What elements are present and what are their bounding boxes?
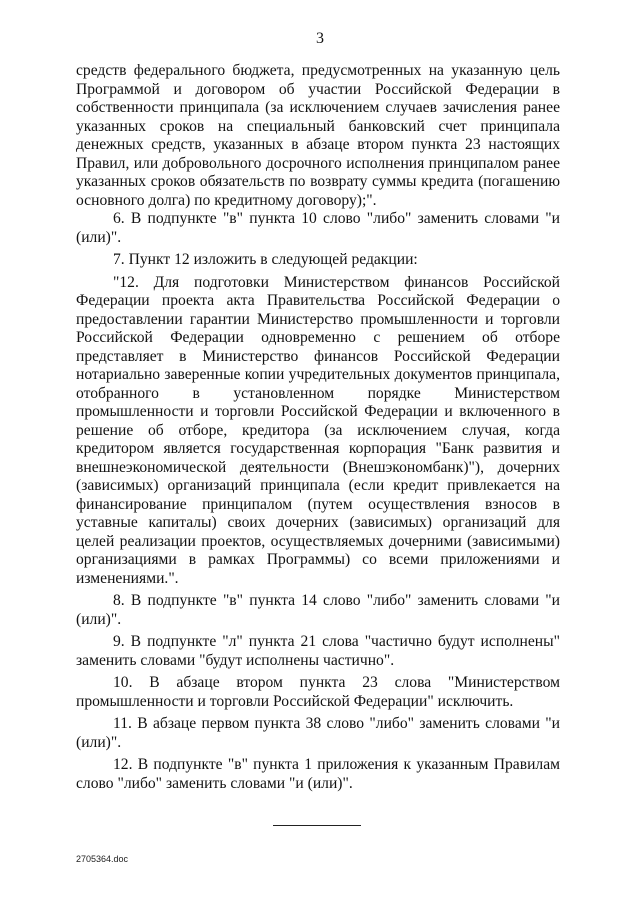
end-separator-line — [273, 825, 361, 826]
paragraph-item-9: 9. В подпункте "л" пункта 21 слова "частично будут исполнены" заменить словами "будут исполнены частично". — [76, 633, 560, 669]
paragraph-item-7: 7. Пункт 12 изложить в следующей редакции: — [113, 251, 418, 268]
paragraph-item-8: 8. В подпункте "в" пункта 14 слово "либо" заменить словами "и (или)". — [76, 592, 560, 628]
paragraph-item-6: 6. В подпункте "в" пункта 10 слово "либо" заменить словами "и (или)". — [76, 210, 560, 246]
document-body — [76, 62, 560, 797]
paragraph-continuation: средств федерального бюджета, предусмотренных на указанную цель Программой и договором об участии Российской Федерации в собственности принципала (за исключением случаев зачисления ранее указанных сроков на специальный банковский счет принципала денежных средств, указанных в абзаце втором пункта 23 настоящих Правил, или добровольного досрочного исполнения принципалом ранее указанных сроков обязательств по возврату суммы кредита (погашению основного долга) по кредитному договору);". — [76, 62, 560, 209]
paragraph-item-10: 10. В абзаце втором пункта 23 слова "Министерством промышленности и торговли Российской Федерации" исключить. — [76, 674, 560, 710]
paragraph-item-12-new-text: "12. Для подготовки Министерством финансов Российской Федерации проекта акта Правительства Российской Федерации о предоставлении гарантии Министерство промышленности и торговли Российской Федерации одновременно с решением об отборе представляет в Министерство финансов Российской Федерации нотариально заверенные копии учредительных документов принципала, отобранного в установленном порядке Министерством промышленности и торговли Российской Федерации и включенного в решение об отборе, кредитора (за исключением случая, когда кредитором является государственная корпорация "Банк развития и внешнеэкономической деятельности (Внешэкономбанк)"), дочерних (зависимых) организаций принципала (если кредит привлекается на финансирование принципалом (путем осуществления взносов в уставные капиталы) своих дочерних (зависимых) организаций для целей реализации проектов, осуществляемых дочерними (зависимыми) организациями в рамках Программы) со всеми приложениями и изменениями.". — [76, 273, 560, 587]
document-file-id: 2705364.doc — [76, 854, 129, 864]
page-number: 3 — [316, 30, 324, 47]
paragraph-item-11: 11. В абзаце первом пункта 38 слово "либо" заменить словами "и (или)". — [76, 715, 560, 751]
paragraph-item-12: 12. В подпункте "в" пункта 1 приложения к указанным Правилам слово "либо" заменить словами "и (или)". — [76, 756, 560, 792]
